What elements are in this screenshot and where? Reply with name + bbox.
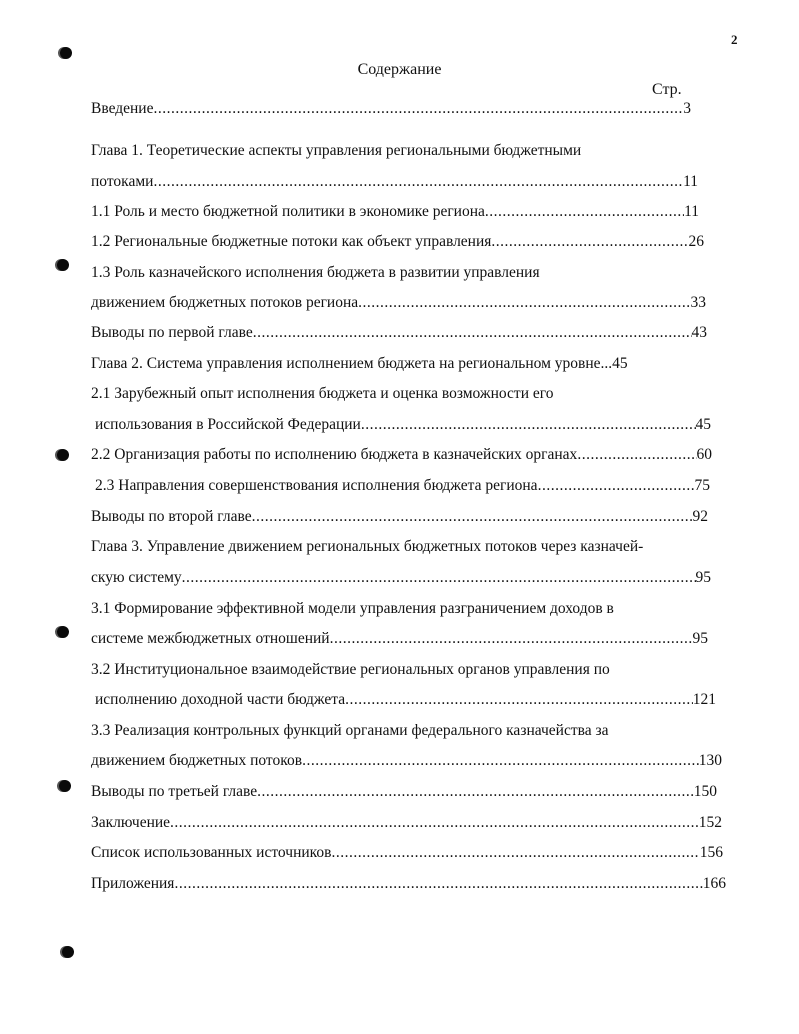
toc-entry-section-3-2-line2[interactable]: [95, 690, 716, 710]
toc-entry-chapter-1-line2[interactable]: [91, 172, 698, 192]
toc-entry-page: 156: [699, 844, 723, 861]
page-number: 2: [731, 32, 738, 47]
toc-entry-section-1-3-line2[interactable]: [91, 293, 706, 313]
toc-entry-text: 3.1 Формирование эффективной модели управления разграничением доходов в: [91, 600, 614, 617]
toc-entry-section-1-3-line1[interactable]: [91, 263, 691, 283]
toc-entry-section-2-1-line1[interactable]: [91, 384, 691, 404]
toc-entry-text: 2.3 Направления совершенствования исполнения бюджета региона: [95, 477, 538, 494]
toc-entry-page: 166: [702, 875, 726, 892]
toc-entry-text: использования в Российской Федерации: [95, 416, 361, 433]
leader-dots: [330, 629, 693, 649]
toc-entry-text: системе межбюджетных отношений: [91, 630, 330, 647]
toc-entry-section-2-3[interactable]: [95, 476, 710, 496]
toc-entry-chapter-2[interactable]: [91, 354, 715, 374]
toc-entry-chapter-3-line2[interactable]: [91, 568, 711, 588]
leader-dots: [485, 202, 684, 222]
toc-entry-text: 1.3 Роль казначейского исполнения бюджета в развитии управления: [91, 264, 540, 281]
leader-dots: [257, 782, 694, 802]
toc-entry-text: Приложения: [91, 875, 175, 892]
leader-dots: [174, 874, 702, 894]
leader-dots: [182, 568, 696, 588]
toc-entry-chapter-1-line1[interactable]: [91, 141, 691, 161]
leader-dots: [538, 476, 695, 496]
toc-entry-page: 45: [612, 355, 628, 372]
leader-dots: [252, 507, 693, 527]
toc-entry-page: 11: [684, 203, 699, 220]
toc-entry-section-3-2-line1[interactable]: [91, 660, 711, 680]
leader-dots: [153, 99, 683, 119]
toc-entry-intro[interactable]: [91, 99, 691, 119]
toc-entry-section-1-2[interactable]: [91, 232, 704, 252]
toc-entry-sources[interactable]: [91, 843, 723, 863]
leader-dots: [253, 323, 692, 343]
toc-entry-text: Выводы по третьей главе: [91, 783, 258, 800]
toc-entry-section-3-3-line2[interactable]: [91, 751, 722, 771]
leader-dots: [170, 813, 699, 833]
toc-entry-page: 92: [692, 508, 708, 525]
toc-entry-page: 121: [692, 691, 716, 708]
toc-entry-text: Список использованных источников: [91, 844, 332, 861]
toc-entry-text: движением бюджетных потоков: [91, 752, 303, 769]
leader-dots: [358, 293, 690, 313]
toc-entry-text: 1.2 Региональные бюджетные потоки как объект управления: [91, 233, 492, 250]
toc-entry-text: Выводы по первой главе: [91, 324, 253, 341]
toc-entry-page: 152: [698, 814, 722, 831]
leader-dots: [302, 751, 699, 771]
toc-entry-text: Выводы по второй главе: [91, 508, 252, 525]
toc-entry-text: 3.3 Реализация контрольных функций органами федерального казначейства за: [91, 722, 609, 739]
toc-entry-text: движением бюджетных потоков региона: [91, 294, 359, 311]
binder-hole-icon: [57, 259, 69, 271]
leader-dots: [331, 843, 699, 863]
toc-entry-page: 60: [696, 446, 712, 463]
toc-entry-section-1-1[interactable]: [91, 202, 699, 222]
binder-hole-icon: [60, 47, 72, 59]
toc-entry-section-2-2[interactable]: [91, 445, 712, 465]
leader-dots: [491, 232, 688, 252]
toc-entry-section-3-1-line2[interactable]: [91, 629, 708, 649]
toc-entry-section-2-1-line2[interactable]: [95, 415, 711, 435]
binder-hole-icon: [59, 780, 71, 792]
leader-dots: [153, 172, 683, 192]
toc-entry-section-3-1-line1[interactable]: [91, 599, 711, 619]
toc-entry-page: 26: [688, 233, 704, 250]
toc-entry-chapter-3-line1[interactable]: [91, 537, 743, 557]
toc-entry-text: 1.1 Роль и место бюджетной политики в экономике региона: [91, 203, 485, 220]
leader-dots: [345, 690, 693, 710]
toc-entry-page: 130: [698, 752, 722, 769]
toc-entry-page: 95: [695, 569, 711, 586]
toc-entry-conclusions-1[interactable]: [91, 323, 707, 343]
toc-entry-text: 2.1 Зарубежный опыт исполнения бюджета и оценка возможности его: [91, 385, 554, 402]
leader-dots: [361, 415, 696, 435]
toc-entry-page: 75: [694, 477, 710, 494]
binder-hole-icon: [62, 946, 74, 958]
toc-entry-text: скую систему: [91, 569, 182, 586]
binder-hole-icon: [57, 449, 69, 461]
toc-entry-page: 45: [695, 416, 711, 433]
toc-entry-appendix[interactable]: [91, 874, 726, 894]
binder-hole-icon: [57, 626, 69, 638]
leader-dots: ...: [600, 355, 613, 372]
toc-entry-page: 33: [690, 294, 706, 311]
toc-entry-text: Введение: [91, 100, 154, 117]
toc-entry-conclusions-2[interactable]: [91, 507, 708, 527]
toc-entry-text: 3.2 Институциональное взаимодействие региональных органов управления по: [91, 661, 610, 678]
toc-entry-page: 43: [691, 324, 707, 341]
page-column-label: Стр.: [652, 81, 682, 98]
toc-entry-text: исполнению доходной части бюджета: [95, 691, 346, 708]
toc-entry-text: Глава 3. Управление движением региональных бюджетных потоков через казначей-: [91, 538, 644, 555]
leader-dots: [577, 445, 696, 465]
page-title: Содержание: [357, 61, 442, 78]
toc-entry-text: Глава 2. Система управления исполнением бюджета на региональном уровне: [91, 355, 601, 372]
toc-entry-page: 95: [692, 630, 708, 647]
toc-entry-conclusions-3[interactable]: [91, 782, 717, 802]
toc-entry-text: 2.2 Организация работы по исполнению бюджета в казначейских органах: [91, 446, 578, 463]
toc-entry-page: 150: [693, 783, 717, 800]
toc-entry-section-3-3-line1[interactable]: [91, 721, 711, 741]
toc-entry-conclusion[interactable]: [91, 813, 722, 833]
toc-entry-page: 11: [683, 173, 698, 190]
toc-entry-text: Заключение: [91, 814, 171, 831]
toc-entry-text: Глава 1. Теоретические аспекты управления региональными бюджетными: [91, 142, 582, 159]
toc-entry-page: 3: [683, 100, 691, 117]
toc-entry-text: потоками: [91, 173, 154, 190]
